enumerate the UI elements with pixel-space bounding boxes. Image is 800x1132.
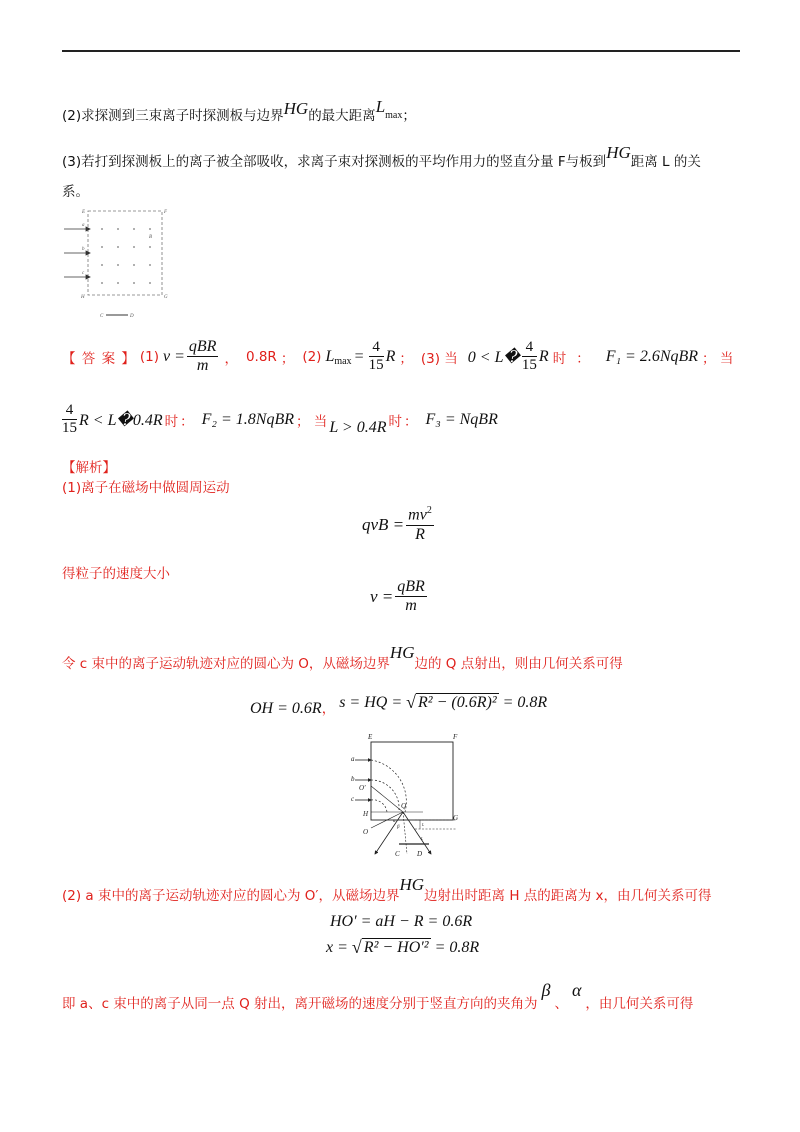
question-3-line1: (3)若打到探测板上的离子被全部吸收，求离子束对探测板的平均作用力的竖直分量 F与板到HG距离 L 的关: [62, 143, 701, 170]
svg-text:H: H: [81, 295, 85, 300]
svg-text:H: H: [363, 810, 369, 818]
lmax-symbol: L: [375, 97, 386, 116]
question-3-line2: 系。: [62, 184, 89, 200]
header-rule: [62, 50, 740, 52]
force-f3: F₃ = NqBR: [425, 410, 498, 428]
analysis-tag: 【解析】: [62, 460, 116, 476]
magnetic-field-figure-small: [62, 205, 182, 320]
equation-geometry-1: OH = 0.6R ， s = HQ = √ R² − (0.6R)² = 0.8R: [250, 692, 548, 717]
svg-text:D: D: [417, 850, 423, 858]
analysis-step-5: 即 a、c 束中的离子从同一点 Q 射出，离开磁场的速度分别于竖直方向的夹角为β、α，由几何关系可得: [62, 980, 694, 1012]
force-f2: F₂ = 1.8NqBR: [201, 410, 295, 428]
analysis-step-3: 令 c 束中的离子运动轨迹对应的圆心为 O，从磁场边界HG边的 Q 点射出，则由几何关系可得: [62, 643, 623, 672]
hg-symbol: HG: [283, 99, 309, 118]
svg-text:D: D: [130, 314, 134, 319]
svg-text:β: β: [397, 825, 400, 830]
svg-text:a: a: [351, 755, 355, 763]
svg-text:F: F: [453, 733, 458, 741]
svg-text:b: b: [82, 247, 85, 252]
ion-trajectory-figure: [335, 730, 475, 862]
question-2: (2)求探测到三束离子时探测板与边界HG的最大距离Lmax；: [62, 97, 416, 124]
equation-lorentz: qvB = $\frac{mv^2}{R}$: [362, 505, 432, 543]
svg-text:b: b: [351, 775, 355, 783]
equation-ho-prime: HO′ = aH − R = 0.6R: [330, 913, 473, 930]
svg-text:B: B: [149, 235, 153, 240]
svg-text:L: L: [422, 822, 425, 827]
hg-symbol: HG: [606, 143, 631, 162]
beam-arrows: [355, 760, 371, 800]
answer-line-1: 【 答 案 】 (1) v = $\frac{\text{qBR}}{m}$ ， 0.8R ； (2) L max = $\frac{4}{15}$ R ； (3) 当 0 < L� $\frac{4}{15}$ R 时 ： F₁ = 2.6NqBR ； 当: [62, 338, 734, 375]
equation-x: x = √ R² − HO′² = 0.8R: [326, 937, 480, 957]
svg-text:G: G: [453, 814, 459, 822]
analysis-step-2: 得粒子的速度大小: [62, 566, 170, 582]
field-boundary: [88, 211, 162, 295]
force-f1: F₁ = 2.6NqBR: [605, 347, 699, 365]
answer-tag: 【 答 案 】: [62, 350, 136, 367]
svg-text:α: α: [393, 819, 396, 824]
analysis-step-1: (1)离子在磁场中做圆周运动: [62, 480, 230, 496]
field-dots: [101, 228, 151, 284]
svg-text:O: O: [363, 828, 369, 836]
field-region: [371, 742, 453, 820]
answer-line-2: $\frac{4}{15}$ R < L�0.4R 时 ： F₂ = 1.8NqBR ； 当 L > 0.4R 时 ： F₃ = NqBR: [62, 402, 498, 437]
svg-text:F: F: [164, 210, 168, 215]
svg-text:c: c: [82, 271, 85, 276]
analysis-step-4: (2) a 束中的离子运动轨迹对应的圆心为 O′，从磁场边界HG边射出时距离 H 点的距离为 x，由几何关系可得: [62, 875, 712, 904]
svg-text:c: c: [351, 795, 355, 803]
svg-text:C: C: [100, 314, 104, 319]
svg-text:G: G: [164, 295, 168, 300]
svg-text:L: L: [421, 836, 424, 841]
ion-beam-arrows: [64, 227, 90, 279]
svg-text:Q: Q: [401, 802, 407, 810]
trajectory-c: [371, 800, 387, 812]
equation-velocity: v = $\frac{\text{qBR}}{m}$: [370, 578, 425, 615]
svg-text:a: a: [82, 223, 85, 228]
svg-text:C: C: [395, 850, 400, 858]
svg-text:E: E: [368, 733, 373, 741]
svg-text:E: E: [82, 210, 86, 215]
svg-text:O′: O′: [359, 784, 366, 792]
